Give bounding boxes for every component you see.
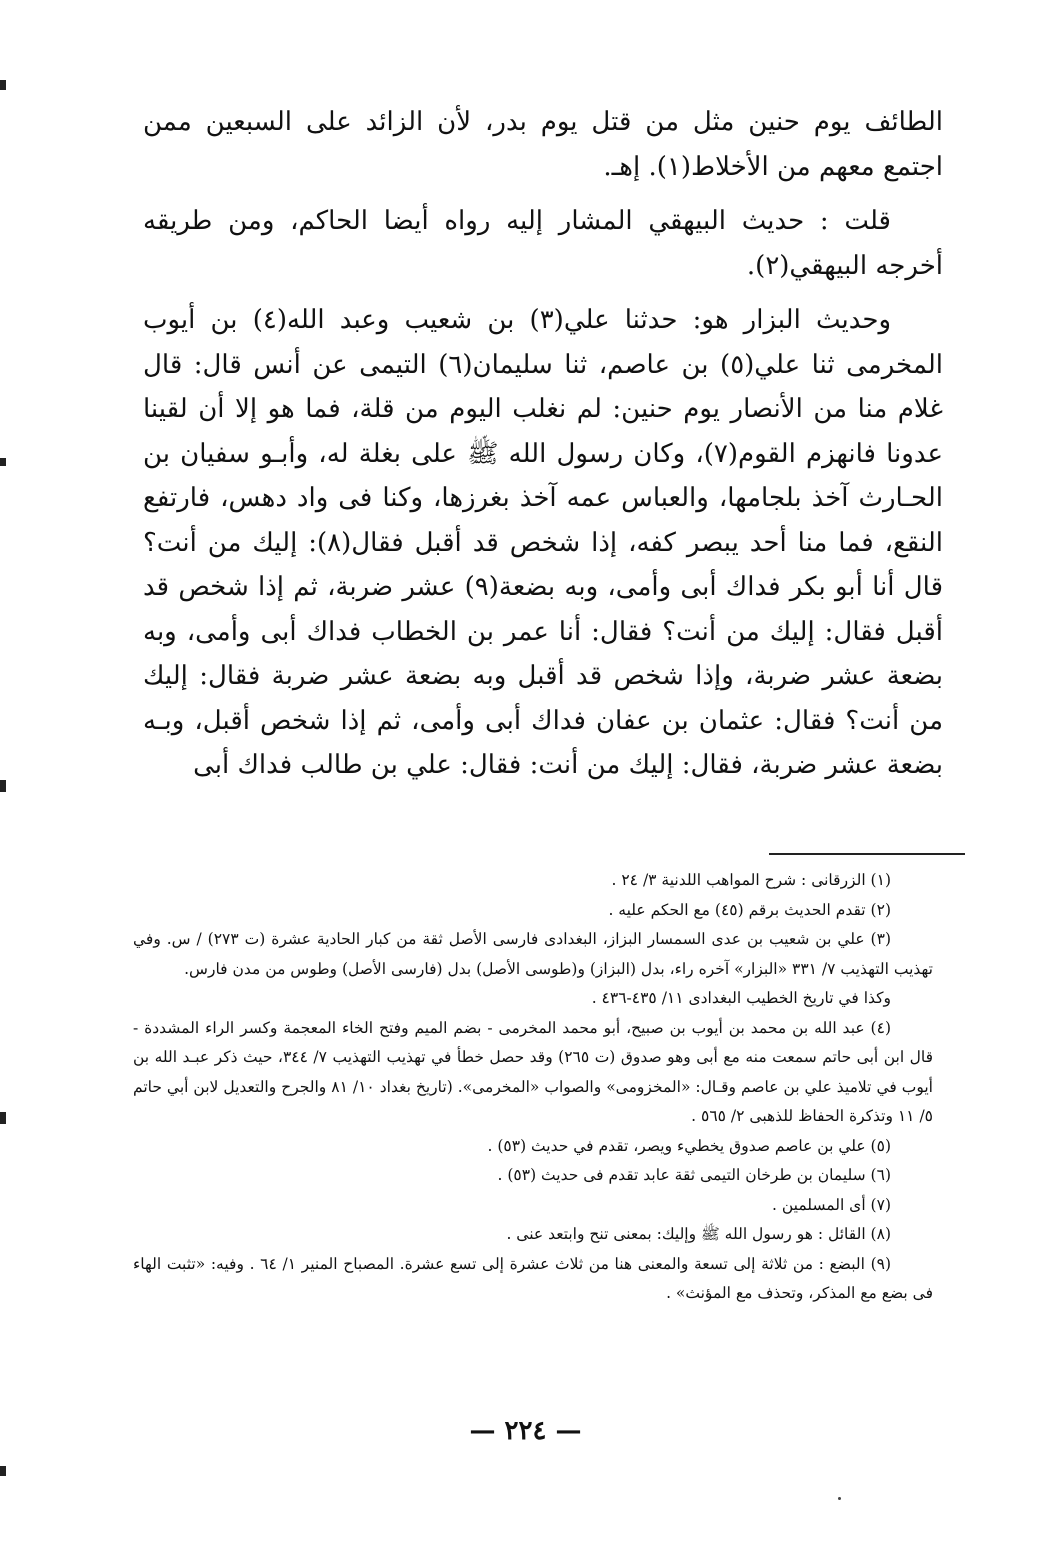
footnote: (٩) البضع : من ثلاثة إلى تسعة والمعنى هنا من ثلاث عشرة إلى تسع عشرة. المصباح المنير ١/ ٦٤ . وفيه: «تثبت الهاء فى بضع مع المذكر، وتحذف مع المؤنث» . xyxy=(133,1254,933,1302)
footnote: (١) الزرقانى : شرح المواهب اللدنية ٣/ ٢٤ . xyxy=(611,871,891,889)
footnotes xyxy=(133,866,933,1309)
footnote: (٣) علي بن شعيب بن عدى السمسار البزاز، البغدادى فارسى الأصل ثقة من كبار الحادية عشرة (ت ٢٧٣) / س. وفي تهذيب التهذيب ٧/ ٣٣١ «البزار» آخره راء، بدل (البزاز) و(طوسى الأصل) بدل (فارسى الأصل) وطوس من مدن فارس. xyxy=(133,930,933,978)
footnote: (٤) عبد الله بن محمد بن أيوب بن صبيح، أبو محمد المخرمى - بضم الميم وفتح الخاء المعجمة وكسر الراء المشددة - قال ابن أبى حاتم سمعت منه مع أبى وهو صدوق (ت ٢٦٥) وقد حصل خطأ في تهذيب التهذيب ٧/ ٣٤٤، حيث ذكر عبـد الله بن أيوب في تلاميذ علي بن عاصم وقـال: «المخزومى» والصواب «المخرمى». (تاريخ بغداد ١٠/ ٨١ والجرح والتعديل لابن أبي حاتم ٥/ ١١ وتذكرة الحفاظ للذهبى ٢/ ٥٦٥ . xyxy=(133,1018,934,1125)
footnote: (٥) علي بن عاصم صدوق يخطيء ويصر، تقدم في حديث (٥٣) . xyxy=(487,1136,891,1155)
footnote: (٨) القائل : هو رسول الله ﷺ وإليك: بمعنى تنح وابتعد عنى . xyxy=(506,1225,891,1243)
main-text xyxy=(143,100,943,798)
page-number: — ٢٢٤ — xyxy=(469,1416,582,1446)
scan-edge-mark xyxy=(0,780,6,792)
footnote: (٧) أى المسلمين . xyxy=(772,1195,891,1214)
footnote: (٦) سليمان بن طرخان التيمى ثقة عابد تقدم فى حديث (٥٣) . xyxy=(497,1166,891,1184)
scan-speck xyxy=(838,1497,841,1500)
paragraph: وحديث البزار هو: حدثنا علي(٣) بن شعيب وعبد الله(٤) بن أيوب المخرمى ثنا علي(٥) بن عاصم، ثنا سليمان(٦) التيمى عن أنس قال: قال غلام منا من الأنصار يوم حنين: لم نغلب اليوم من قلة، فما هو إلا أن لقينا عدونا فانهزم القوم(٧)، وكان رسول الله ﷺ على بغلة له، وأبـو سفيان بن الحـارث آخذ بلجامها، والعباس عمه آخذ بغرزها، وكنا فى واد دهس، فارتفع النقع، فما منا أحد يبصر كفه، إذا شخص قد أقبل فقال(٨): إليك من أنت؟ قال أنا أبو بكر فداك أبى وأمى، وبه بضعة(٩) عشر ضربة، ثم إذا شخص قد أقبل فقال: إليك من أنت؟ فقال: أنا عمر بن الخطاب فداك أبى وأمى، وبه بضعة عشر ضربة، وإذا شخص قد أقبل وبه بضعة عشر ضربة فقال: إليك من أنت؟ فقال: عثمان بن عفان فداك أبى وأمى، ثم إذا شخص أقبل، وبـه بضعة عشر ضربة، فقال: إليك من أنت: فقال: علي بن طالب فداك أبى xyxy=(143,305,944,780)
footnote: وكذا في تاريخ الخطيب البغدادى ١١/ ٤٣٥-٤٣٦ . xyxy=(591,989,891,1007)
paragraph: الطائف يوم حنين مثل من قتل يوم بدر، لأن الزائد على السبعين ممن اجتمع معهم من الأخلاط(١). إهـ. xyxy=(143,107,943,182)
footnote-separator xyxy=(769,853,965,855)
scan-edge-mark xyxy=(0,458,6,466)
scan-edge-mark xyxy=(0,1466,6,1476)
scan-edge-mark xyxy=(0,80,6,90)
paragraph: قلت : حديث البيهقي المشار إليه رواه أيضا الحاكم، ومن طريقه أخرجه البيهقي(٢). xyxy=(143,206,943,281)
footnote: (٢) تقدم الحديث برقم (٤٥) مع الحكم عليه . xyxy=(608,900,891,919)
scan-edge-mark xyxy=(0,1112,6,1124)
